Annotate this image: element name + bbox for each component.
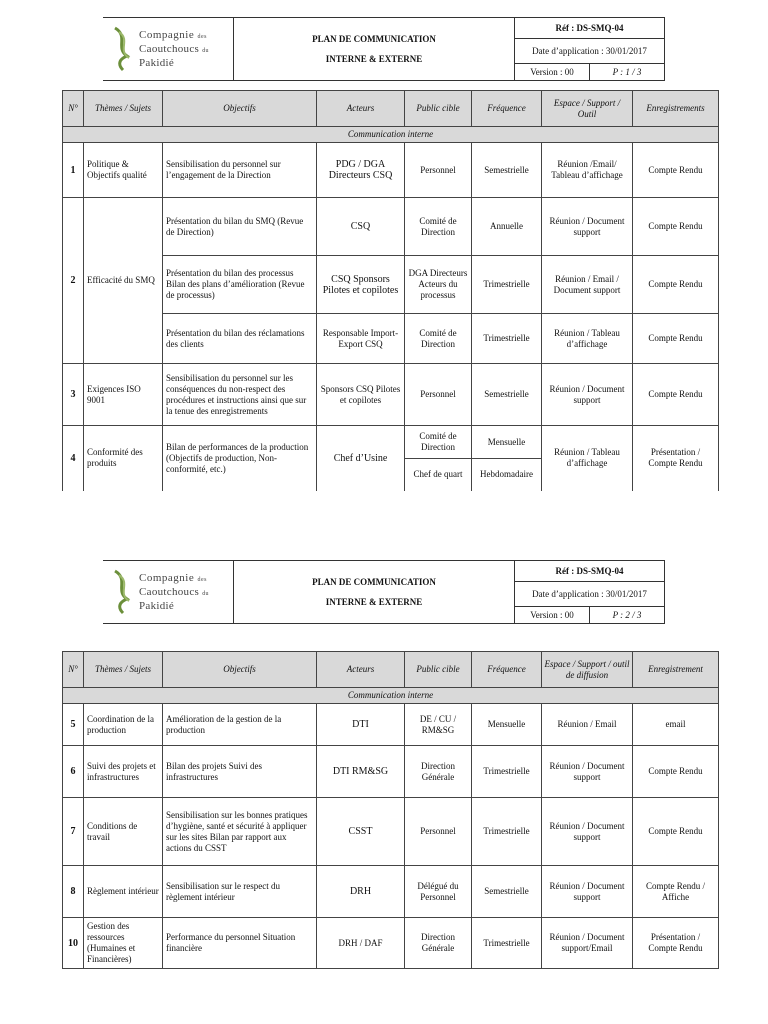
page-number: P : 2 / 3 (589, 607, 664, 623)
frequency-cell: Trimestrielle (472, 256, 542, 314)
actors-cell: DTI (317, 704, 405, 746)
audience-cell: Personnel (405, 143, 472, 198)
communication-table (62, 90, 719, 491)
frequency-cell: Mensuelle (472, 426, 542, 459)
frequency-cell: Semestrielle (472, 866, 542, 918)
version-page-cell (515, 606, 665, 623)
leaf-logo-icon (111, 569, 133, 615)
table-row (63, 198, 719, 256)
theme-cell: Exigences ISO 9001 (84, 364, 163, 426)
col-header: Espace / Support / Outil (542, 91, 633, 127)
table-row (63, 364, 719, 426)
reference-label: Réf : DS-SMQ-04 (515, 18, 665, 39)
table-header-row (63, 91, 719, 127)
objective-cell: Sensibilisation sur les bonnes pratiques d’hygiène, santé et sécurité à appliquer sur les sites Bilan par rapport aux actions du CSST (163, 798, 317, 866)
actors-cell: DTI RM&SG (317, 746, 405, 798)
row-number: 4 (63, 426, 84, 491)
row-number: 7 (63, 798, 84, 866)
company-name-line2-small: du (202, 48, 209, 54)
actors-cell: PDG / DGA Directeurs CSQ (317, 143, 405, 198)
row-number: 8 (63, 866, 84, 918)
date-application: Date d’application : 30/01/2017 (515, 582, 665, 606)
audience-cell: Comité de Direction (405, 198, 472, 256)
objective-cell: Sensibilisation du personnel sur les conséquences du non-respect des procédures et instructions ainsi que sur la tenue des enregistrements (163, 364, 317, 426)
version-page-cell (515, 63, 665, 80)
audience-cell: Personnel (405, 798, 472, 866)
section-band: Communication interne (63, 688, 719, 704)
support-cell: Réunion / Document support (542, 746, 633, 798)
row-number: 6 (63, 746, 84, 798)
theme-cell: Suivi des projets et infrastructures (84, 746, 163, 798)
col-header: Public cible (405, 91, 472, 127)
record-cell: Compte Rendu / Affiche (633, 866, 719, 918)
document-header (103, 17, 665, 81)
col-header: Fréquence (472, 91, 542, 127)
col-header: Acteurs (317, 652, 405, 688)
version-label: Version : 00 (530, 609, 574, 620)
record-cell: Compte Rendu (633, 198, 719, 256)
actors-cell: CSST (317, 798, 405, 866)
objective-cell: Sensibilisation du personnel sur l’engagement de la Direction (163, 143, 317, 198)
col-header: Thèmes / Sujets (84, 652, 163, 688)
actors-cell: DRH (317, 866, 405, 918)
col-header: N° (63, 652, 84, 688)
company-name-line1: Compagnie (139, 29, 195, 41)
document-header (103, 560, 665, 624)
theme-cell: Coordination de la production (84, 704, 163, 746)
frequency-cell: Semestrielle (472, 364, 542, 426)
row-number: 2 (63, 198, 84, 364)
audience-cell: Comité de Direction (405, 426, 472, 459)
theme-cell: Conformité des produits (84, 426, 163, 491)
row-number: 10 (63, 918, 84, 969)
col-header: Enregistrements (633, 91, 719, 127)
audience-cell: Délégué du Personnel (405, 866, 472, 918)
theme-cell: Politique & Objectifs qualité (84, 143, 163, 198)
actors-cell: Sponsors CSQ Pilotes et copilotes (317, 364, 405, 426)
date-application: Date d’application : 30/01/2017 (515, 39, 665, 63)
title-line1: PLAN DE COMMUNICATION (312, 577, 436, 587)
frequency-cell: Semestrielle (472, 143, 542, 198)
title-line2: INTERNE & EXTERNE (325, 597, 423, 607)
frequency-cell: Trimestrielle (472, 314, 542, 364)
objective-cell: Présentation du bilan du SMQ (Revue de Direction) (163, 198, 317, 256)
actors-cell: CSQ Sponsors Pilotes et copilotes (317, 256, 405, 314)
col-header: Enregistrement (633, 652, 719, 688)
table-row (63, 746, 719, 798)
reference-label: Réf : DS-SMQ-04 (515, 561, 665, 582)
col-header: Objectifs (163, 91, 317, 127)
page-number: P : 1 / 3 (589, 64, 664, 80)
objective-cell: Performance du personnel Situation financière (163, 918, 317, 969)
frequency-cell: Trimestrielle (472, 798, 542, 866)
actors-cell: DRH / DAF (317, 918, 405, 969)
theme-cell: Efficacité du SMQ (84, 198, 163, 364)
audience-cell: Personnel (405, 364, 472, 426)
support-cell: Réunion / Tableau d’affichage (542, 426, 633, 491)
objective-cell: Présentation du bilan des processus Bilan des plans d’amélioration (Revue de processus) (163, 256, 317, 314)
support-cell: Réunion / Document support (542, 364, 633, 426)
audience-cell: Chef de quart (405, 459, 472, 491)
support-cell: Réunion / Document support/Email (542, 918, 633, 969)
row-number: 5 (63, 704, 84, 746)
support-cell: Réunion / Email (542, 704, 633, 746)
record-cell: Présentation / Compte Rendu (633, 426, 719, 491)
record-cell: Présentation / Compte Rendu (633, 918, 719, 969)
frequency-cell: Hebdomadaire (472, 459, 542, 491)
company-name-line2-small: du (202, 591, 209, 597)
audience-cell: DE / CU / RM&SG (405, 704, 472, 746)
record-cell: Compte Rendu (633, 256, 719, 314)
support-cell: Réunion / Tableau d’affichage (542, 314, 633, 364)
objective-cell: Bilan des projets Suivi des infrastructures (163, 746, 317, 798)
table-row (63, 704, 719, 746)
row-number: 3 (63, 364, 84, 426)
section-band: Communication interne (63, 127, 719, 143)
col-header: Acteurs (317, 91, 405, 127)
table-row (63, 866, 719, 918)
frequency-cell: Trimestrielle (472, 746, 542, 798)
audience-cell: Direction Générale (405, 746, 472, 798)
title-line2: INTERNE & EXTERNE (325, 54, 423, 64)
table-row (63, 798, 719, 866)
audience-cell: Direction Générale (405, 918, 472, 969)
col-header: Public cible (405, 652, 472, 688)
col-header: Fréquence (472, 652, 542, 688)
actors-cell: Responsable Import-Export CSQ (317, 314, 405, 364)
leaf-logo-icon (111, 26, 133, 72)
col-header: Objectifs (163, 652, 317, 688)
row-number: 1 (63, 143, 84, 198)
objective-cell: Présentation du bilan des réclamations des clients (163, 314, 317, 364)
document-title (234, 18, 515, 81)
title-line1: PLAN DE COMMUNICATION (312, 34, 436, 44)
frequency-cell: Annuelle (472, 198, 542, 256)
company-logo (103, 18, 233, 80)
record-cell: Compte Rendu (633, 746, 719, 798)
theme-cell: Règlement intérieur (84, 866, 163, 918)
logo-cell (103, 561, 234, 624)
communication-table (62, 651, 719, 969)
document-title (234, 561, 515, 624)
company-name-line3: Pakidié (139, 57, 175, 69)
frequency-cell: Trimestrielle (472, 918, 542, 969)
company-name-line2: Caoutchoucs (139, 43, 200, 55)
support-cell: Réunion /Email/ Tableau d’affichage (542, 143, 633, 198)
frequency-cell: Mensuelle (472, 704, 542, 746)
audience-cell: DGA Directeurs Acteurs du processus (405, 256, 472, 314)
support-cell: Réunion / Document support (542, 798, 633, 866)
company-name-line2: Caoutchoucs (139, 586, 200, 598)
table-header-row (63, 652, 719, 688)
record-cell: email (633, 704, 719, 746)
actors-cell: Chef d’Usine (317, 426, 405, 491)
theme-cell: Gestion des ressources (Humaines et Financières) (84, 918, 163, 969)
version-label: Version : 00 (530, 66, 574, 77)
company-name-line1-small: des (197, 577, 207, 583)
col-header: N° (63, 91, 84, 127)
record-cell: Compte Rendu (633, 143, 719, 198)
company-name-line1: Compagnie (139, 572, 195, 584)
table-row (63, 918, 719, 969)
record-cell: Compte Rendu (633, 798, 719, 866)
company-logo (103, 561, 233, 623)
support-cell: Réunion / Document support (542, 198, 633, 256)
record-cell: Compte Rendu (633, 314, 719, 364)
support-cell: Réunion / Email / Document support (542, 256, 633, 314)
col-header: Thèmes / Sujets (84, 91, 163, 127)
objective-cell: Sensibilisation sur le respect du règlement intérieur (163, 866, 317, 918)
theme-cell: Conditions de travail (84, 798, 163, 866)
col-header: Espace / Support / outil de diffusion (542, 652, 633, 688)
actors-cell: CSQ (317, 198, 405, 256)
record-cell: Compte Rendu (633, 364, 719, 426)
objective-cell: Amélioration de la gestion de la production (163, 704, 317, 746)
company-name-line1-small: des (197, 34, 207, 40)
support-cell: Réunion / Document support (542, 866, 633, 918)
objective-cell: Bilan de performances de la production (Objectifs de production, Non-conformité, etc.) (163, 426, 317, 491)
audience-cell: Comité de Direction (405, 314, 472, 364)
table-row (63, 143, 719, 198)
logo-cell (103, 18, 234, 81)
table-row (63, 426, 719, 459)
company-name-line3: Pakidié (139, 600, 175, 612)
